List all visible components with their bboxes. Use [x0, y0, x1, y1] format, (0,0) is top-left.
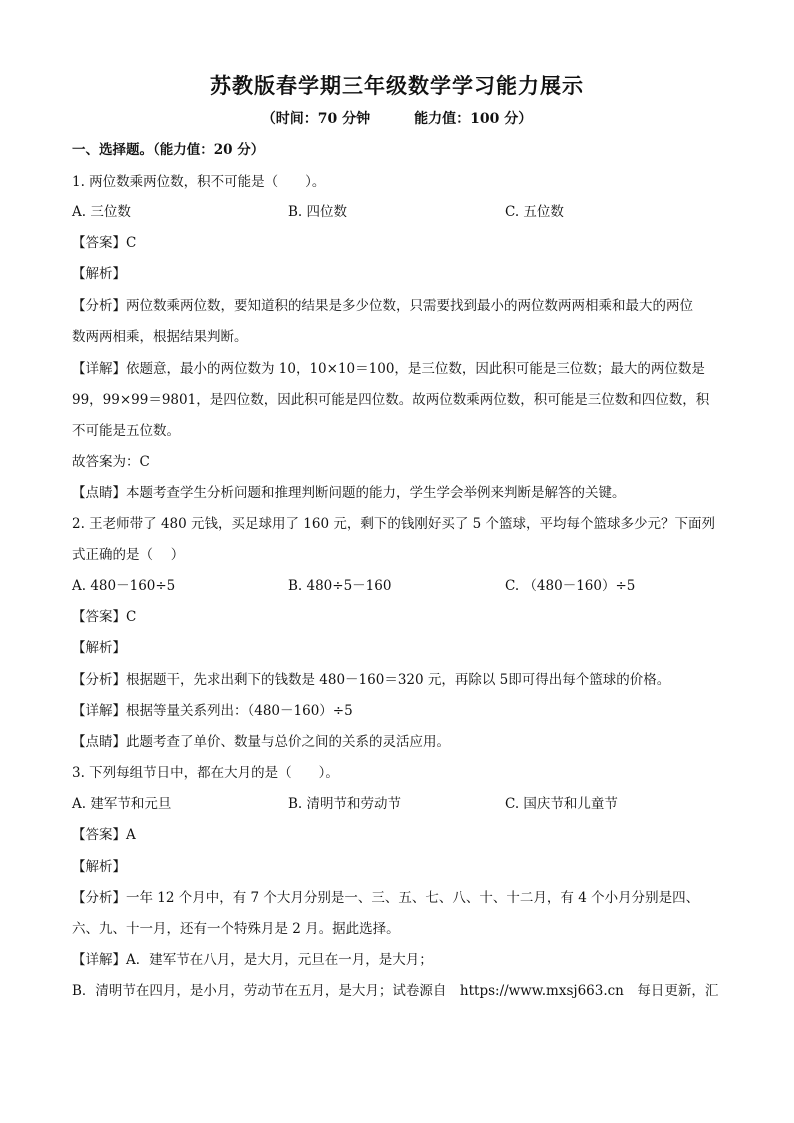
exam-info	[0, 108, 794, 128]
q2-option-a: A. 480－160÷5	[72, 578, 176, 594]
q1-xiangjie-line1: 【详解】依题意，最小的两位数为 10，10×10＝100，是三位数，因此积可能是三位数；最大的两位数是	[72, 361, 705, 377]
q3-fenxi-line2: 六、九、十一月，还有一个特殊月是 2 月。据此选择。	[72, 921, 400, 937]
section-heading: 一、选择题。（能力值：20 分）	[72, 142, 265, 158]
q3-xiangjie-line1: 【详解】A．建军节在八月，是大月，元旦在一月，是大月；	[72, 952, 433, 968]
q2-option-b: B. 480÷5－160	[288, 578, 392, 594]
q2-stem-line2: 式正确的是（ ）	[72, 547, 185, 563]
q1-option-c: C. 五位数	[505, 204, 564, 220]
q1-stem: 1. 两位数乘两位数，积不可能是（ ）。	[72, 174, 326, 190]
q3-answer: 【答案】A	[72, 827, 136, 843]
q2-stem-line1: 2. 王老师带了 480 元钱，买足球用了 160 元，剩下的钱刚好买了 5 个篮球，平均每个篮球多少元？下面列	[72, 516, 716, 532]
q1-dianjing: 【点睛】本题考查学生分析问题和推理判断问题的能力，学生学会举例来判断是解答的关键。	[72, 485, 626, 501]
q1-answer: 【答案】C	[72, 235, 137, 251]
q2-answer: 【答案】C	[72, 609, 137, 625]
q1-option-b: B. 四位数	[288, 204, 348, 220]
q3-option-b: B. 清明节和劳动节	[288, 796, 402, 812]
q3-option-a: A. 建军节和元旦	[72, 796, 172, 812]
q2-option-c: C. （480－160）÷5	[505, 578, 636, 594]
q3-stem: 3. 下列每组节日中，都在大月的是（ ）。	[72, 765, 339, 781]
q1-xiangjie-line3: 不可能是五位数。	[72, 423, 180, 439]
q3-analysis-label: 【解析】	[72, 859, 126, 875]
q1-xiangjie-line2: 99，99×99＝9801，是四位数，因此积可能是四位数。故两位数乘两位数，积可能是三位数和四位数，积	[72, 392, 710, 408]
exam-score: 能力值：100 分）	[414, 111, 533, 127]
q2-dianjing: 【点睛】此题考查了单价、数量与总价之间的关系的灵活应用。	[72, 734, 450, 750]
q2-xiangjie: 【详解】根据等量关系列出：（480－160）÷5	[72, 703, 353, 719]
q2-fenxi: 【分析】根据题干，先求出剩下的钱数是 480－160＝320 元，再除以 5即可得出每个篮球的价格。	[72, 672, 671, 688]
q3-fenxi-line1: 【分析】一年 12 个月中，有 7 个大月分别是一、三、五、七、八、十、十二月，有 4 个小月分别是四、	[72, 890, 700, 906]
q3-xiangjie-line2: B．清明节在四月，是小月，劳动节在五月，是大月；试卷源自 https://www.mxsj663.cn 每日更新，汇	[72, 983, 719, 999]
q1-fenxi-line1: 【分析】两位数乘两位数，要知道积的结果是多少位数，只需要找到最小的两位数两两相乘和最大的两位	[72, 298, 693, 314]
q1-option-a: A. 三位数	[72, 204, 131, 220]
q2-analysis-label: 【解析】	[72, 640, 126, 656]
q1-conclusion: 故答案为：C	[72, 454, 150, 470]
page-title: 苏教版春学期三年级数学学习能力展示	[210, 73, 584, 98]
q1-analysis-label: 【解析】	[72, 266, 126, 282]
q1-fenxi-line2: 数两两相乘，根据结果判断。	[72, 329, 248, 345]
q3-option-c: C. 国庆节和儿童节	[505, 796, 618, 812]
exam-time: （时间：70 分钟	[261, 111, 371, 127]
